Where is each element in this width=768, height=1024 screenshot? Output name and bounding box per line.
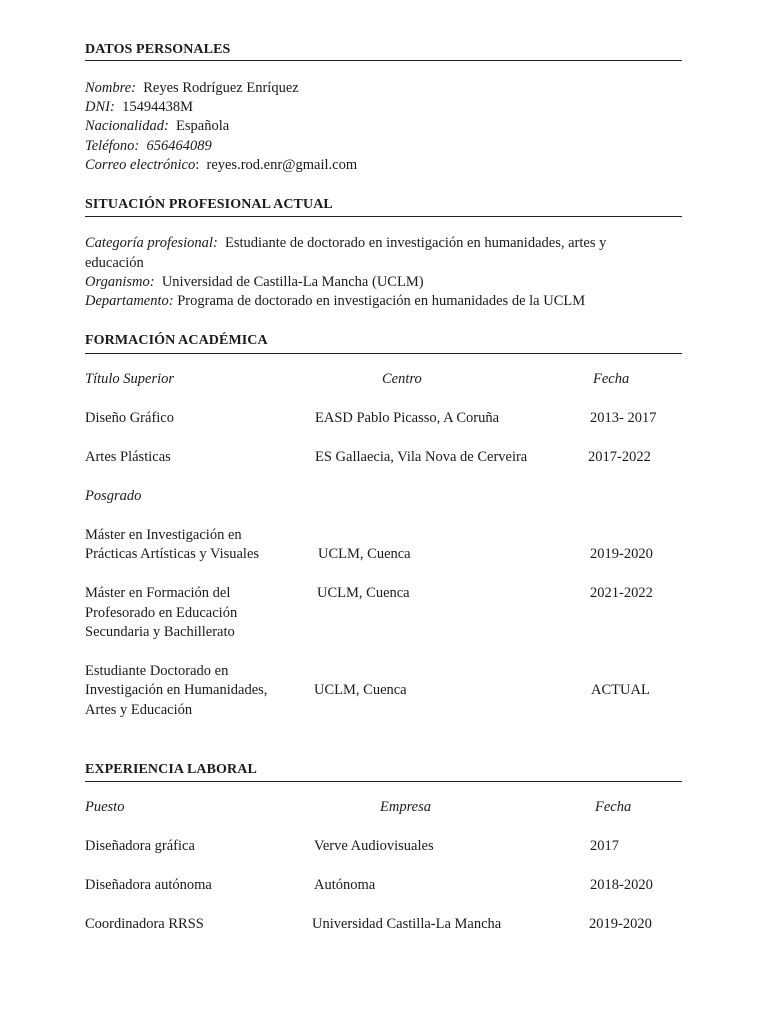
experiencia-row3-empresa: Universidad Castilla-La Mancha [312, 916, 502, 932]
section-heading-experiencia: EXPERIENCIA LABORAL [85, 762, 257, 777]
organismo-label: Organismo: [85, 274, 155, 290]
departamento-line [85, 292, 585, 312]
formacion-row3-titulo-2: Prácticas Artísticas y Visuales [85, 546, 260, 562]
experiencia-row3-fecha: 2019-2020 [589, 916, 652, 932]
formacion-row3-titulo-1: Máster en Investigación en [85, 527, 242, 543]
experiencia-row2-empresa: Autónoma [314, 877, 376, 893]
correo-value: reyes.rod.enr@gmail.com [206, 157, 358, 173]
telefono-line [85, 137, 212, 157]
nacionalidad-line [85, 117, 229, 137]
formacion-row3-centro: UCLM, Cuenca [318, 546, 411, 562]
col-header-fecha: Fecha [593, 371, 630, 387]
dni-line [85, 98, 193, 118]
organismo-line [85, 273, 424, 293]
section-rule [85, 353, 682, 354]
nombre-label: Nombre: [85, 80, 137, 96]
formacion-row5-titulo-2: Investigación en Humanidades, [85, 682, 268, 698]
formacion-row3-fecha: 2019-2020 [590, 546, 653, 562]
col-header-puesto: Puesto [85, 799, 125, 815]
formacion-row2-titulo: Artes Plásticas [85, 449, 171, 465]
section-rule [85, 781, 682, 782]
formacion-row2-centro: ES Gallaecia, Vila Nova de Cerveira [315, 449, 528, 465]
experiencia-row2-puesto: Diseñadora autónoma [85, 877, 212, 893]
nombre-line [85, 79, 299, 99]
formacion-row5-fecha: ACTUAL [591, 682, 650, 698]
telefono-label: Teléfono: [85, 138, 140, 154]
categoria-value-cont: educación [85, 255, 144, 271]
categoria-value: Estudiante de doctorado en investigación en humanidades, artes y [225, 235, 607, 251]
organismo-value: Universidad de Castilla-La Mancha (UCLM) [161, 274, 424, 290]
formacion-row4-fecha: 2021-2022 [590, 585, 653, 601]
formacion-row4-centro: UCLM, Cuenca [317, 585, 410, 601]
experiencia-row1-puesto: Diseñadora gráfica [85, 838, 195, 854]
categoria-line [85, 234, 606, 254]
nombre-value: Reyes Rodríguez Enríquez [143, 80, 299, 96]
experiencia-row2-fecha: 2018-2020 [590, 877, 653, 893]
experiencia-row1-fecha: 2017 [590, 838, 619, 854]
formacion-row5-titulo-3: Artes y Educación [85, 702, 193, 718]
formacion-row5-centro: UCLM, Cuenca [314, 682, 407, 698]
nacionalidad-label: Nacionalidad: [85, 118, 169, 134]
formacion-row5-titulo-1: Estudiante Doctorado en [85, 663, 229, 679]
departamento-value: Programa de doctorado en investigación en humanidades de la UCLM [177, 293, 586, 309]
col-header-fecha: Fecha [595, 799, 632, 815]
nacionalidad-value: Española [176, 118, 230, 134]
dni-label: DNI: [85, 99, 115, 115]
correo-label: Correo electrónico [85, 157, 196, 173]
formacion-row2-fecha: 2017-2022 [588, 449, 651, 465]
formacion-row4-titulo-3: Secundaria y Bachillerato [85, 624, 235, 640]
formacion-row4-titulo-1: Máster en Formación del [85, 585, 231, 601]
section-heading-situacion: SITUACIÓN PROFESIONAL ACTUAL [85, 197, 333, 212]
departamento-label: Departamento: [85, 293, 174, 309]
section-rule [85, 216, 682, 217]
telefono-value: 656464089 [146, 138, 212, 154]
col-header-titulo: Título Superior [85, 371, 175, 387]
formacion-row1-fecha: 2013- 2017 [590, 410, 657, 426]
categoria-label: Categoría profesional: [85, 235, 218, 251]
formacion-row4-titulo-2: Profesorado en Educación [85, 605, 238, 621]
experiencia-row3-puesto: Coordinadora RRSS [85, 916, 204, 932]
correo-line: Correo electrónico: reyes.rod.enr@gmail.com [85, 157, 358, 173]
col-header-empresa: Empresa [380, 799, 432, 815]
formacion-row1-centro: EASD Pablo Picasso, A Coruña [315, 410, 500, 426]
experiencia-row1-empresa: Verve Audiovisuales [314, 838, 434, 854]
section-heading-personal: DATOS PERSONALES [85, 42, 231, 57]
dni-value: 15494438M [122, 99, 193, 115]
col-header-centro: Centro [382, 371, 422, 387]
posgrado-label: Posgrado [85, 488, 142, 504]
section-rule [85, 60, 682, 61]
formacion-row1-titulo: Diseño Gráfico [85, 410, 174, 426]
section-heading-formacion: FORMACIÓN ACADÉMICA [85, 333, 268, 348]
